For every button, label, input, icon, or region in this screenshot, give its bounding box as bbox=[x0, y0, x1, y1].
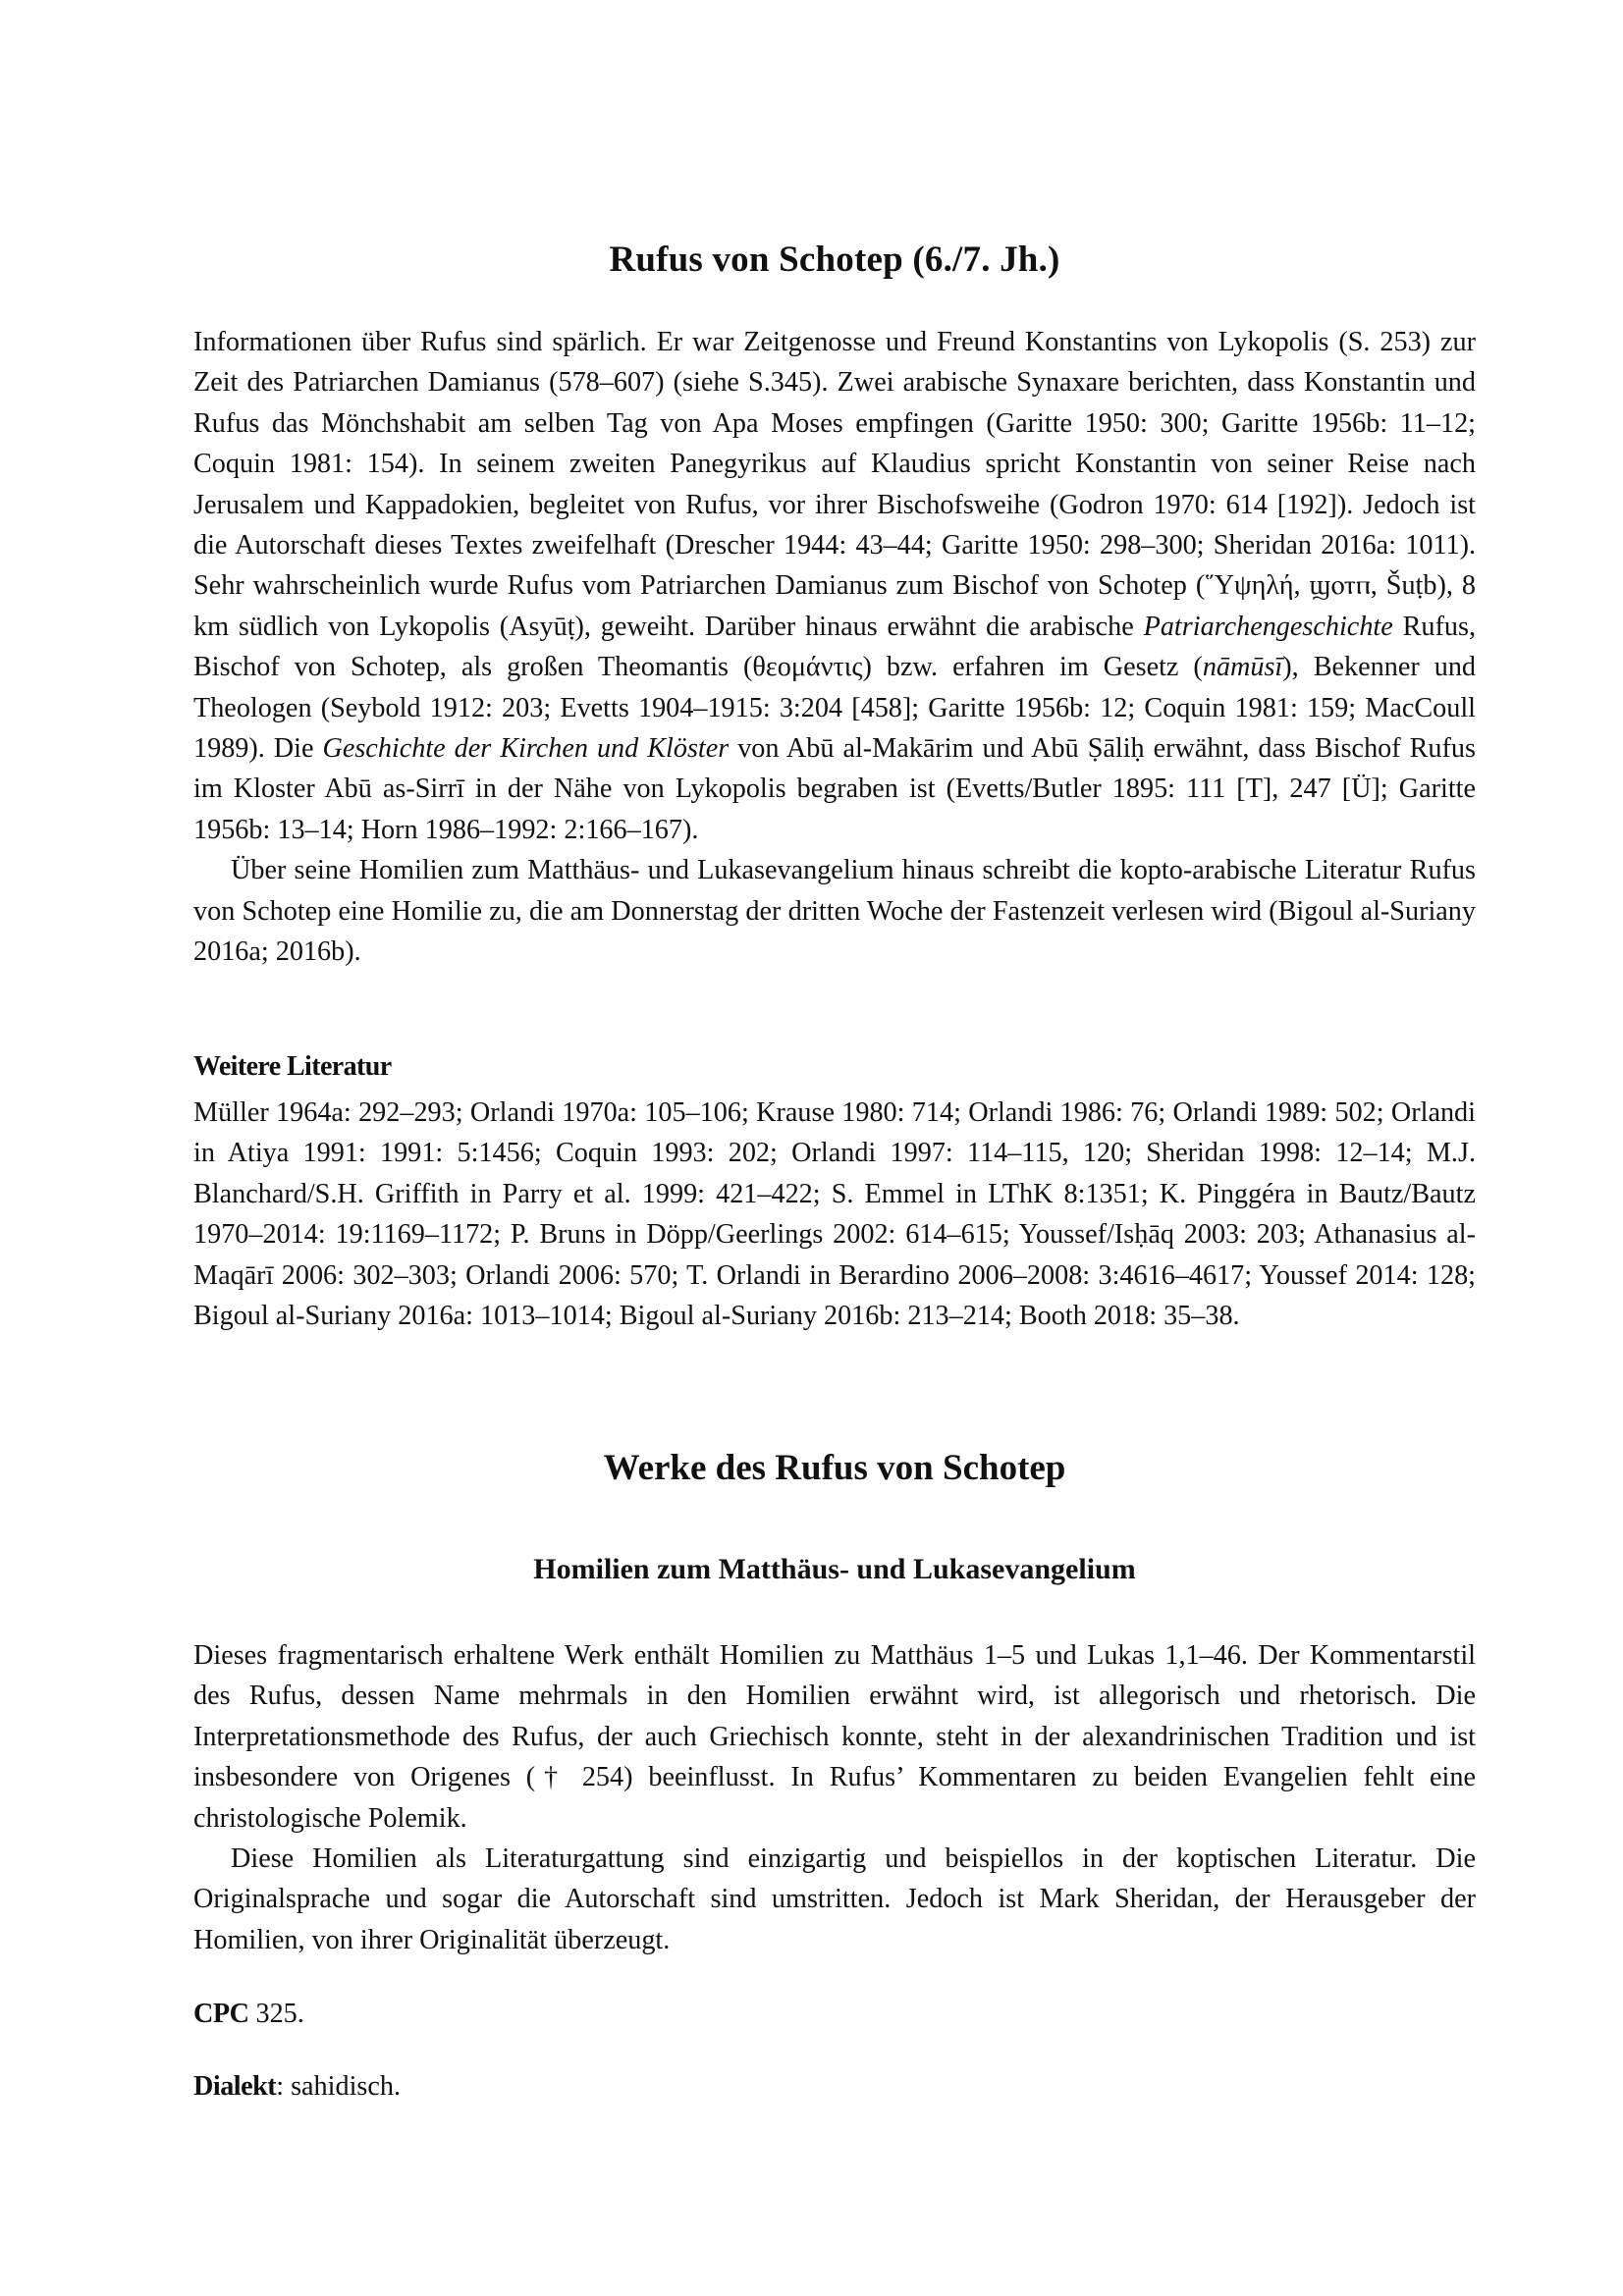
text-run: ), Bekenner und Theologen (Seybold 1912: 203; Evetts 1904–1915: 3:204 [458]; Garitte 1956b: 12; Coquin 1981: 159; MacCoull 1989). Die bbox=[193, 652, 1477, 765]
intro-paragraph-2: Über seine Homilien zum Matthäus- und Lukasevangelium hinaus schreibt die kopto-arabische Literatur Rufus von Schotep eine Homilie zu, die am Donnerstag der dritten Woche der Fastenzeit verlesen wird (Bigoul al-Suriany 2016a; 2016b). bbox=[193, 855, 1476, 968]
italic-title: Patriarchengeschichte bbox=[1143, 611, 1393, 642]
dialect-line bbox=[193, 2071, 401, 2103]
intro-paragraph-1 bbox=[193, 322, 1476, 850]
italic-title: nāmūsī bbox=[1202, 652, 1283, 683]
works-heading: Werke des Rufus von Schotep bbox=[603, 1448, 1066, 1488]
cpc-label: CPC bbox=[193, 1999, 249, 2029]
dialect-label: Dialekt bbox=[193, 2071, 277, 2102]
text-run: von Abū al-Makārim und Abū Ṣāliḥ erwähnt, dass Bischof Rufus im Kloster Abū as-Sirrī in der Nähe von Lykopolis begraben ist (Evetts/Butler 1895: 111 [T], 247 [Ü]; Garitte 1956b: 13–14; Horn 1986–1992: 2:166–167). bbox=[193, 733, 1476, 845]
works-section bbox=[193, 1635, 1476, 1960]
intro-section bbox=[193, 322, 1476, 973]
works-paragraph-1: Dieses fragmentarisch erhaltene Werk enthält Homilien zu Matthäus 1–5 und Lukas 1,1–46. Der Kommentarstil des Rufus, dessen Name mehrmals in den Homilien erwähnt wird, ist allegorisch und rhetorisch. Die Interpretationsmethode des Rufus, der auch Griechisch konnte, steht in der alexandrinischen Tradition und ist insbesondere von Origenes († 254) beeinflusst. In Rufus’ Kommentaren zu beiden Evangelien fehlt eine christologische Polemik. bbox=[193, 1640, 1476, 1834]
works-paragraph-2: Diese Homilien als Literaturgattung sind einzigartig und beispiellos in der koptischen Literatur. Die Originalsprache und sogar die Autorschaft sind umstritten. Jedoch ist Mark Sheridan, der Herausgeber der Homilien, von ihrer Originalität überzeugt. bbox=[193, 1843, 1476, 1955]
cpc-line bbox=[193, 1999, 304, 2030]
text-run: Informationen über Rufus sind spärlich. Er war Zeitgenosse und Freund Konstantins von Lykopolis (S. 253) zur Zeit des Patriarchen Damianus (578–607) (siehe S.345). Zwei arabische Synaxare berichten, dass Konstantin und Rufus das Mönchshabit am selben Tag von Apa Moses empfingen (Garitte 1950: 300; Garitte 1956b: 11–12; Coquin 1981: 154). In seinem zweiten Panegyrikus auf Klaudius spricht Konstantin von seiner Reise nach Jerusalem und Kappadokien, begleitet von Rufus, vor ihrer Bischofsweihe (Godron 1970: 614 [192]). Jedoch ist die Autorschaft dieses Textes zweifelhaft (Drescher 1944: 43–44; Garitte 1950: 298–300; Sheridan 2016a: 1011). Sehr wahrscheinlich wurde Rufus vom Patriarchen Damianus zum Bischof von Schotep (῞Υψηλή, ϣⲟⲧⲡ, Šuṭb), 8 km südlich von Lykopolis (Asyūṭ), geweiht. Darüber hinaus erwähnt die arabische bbox=[193, 327, 1476, 642]
page-title: Rufus von Schotep (6./7. Jh.) bbox=[609, 240, 1060, 280]
works-subheading: Homilien zum Matthäus- und Lukasevangelium bbox=[533, 1553, 1136, 1585]
literature-section bbox=[193, 1093, 1476, 1336]
literature-heading: Weitere Literatur bbox=[193, 1051, 392, 1082]
text-run: Rufus, Bischof von Schotep, als großen Theomantis (θεομάντις) bzw. erfahren im Gesetz ( bbox=[193, 611, 1476, 683]
cpc-value: 325. bbox=[248, 1999, 304, 2029]
italic-title: Geschichte der Kirchen und Klöster bbox=[322, 733, 730, 765]
literature-list: Müller 1964a: 292–293; Orlandi 1970a: 105–106; Krause 1980: 714; Orlandi 1986: 76; Orlandi 1989: 502; Orlandi in Atiya 1991: 1991: 5:1456; Coquin 1993: 202; Orlandi 1997: 114–115, 120; Sheridan 1998: 12–14; M.J. Blanchard/S.H. Griffith in Parry et al. 1999: 421–422; S. Emmel in LThK 8:1351; K. Pinggéra in Bautz/Bautz 1970–2014: 19:1169–1172; P. Bruns in Döpp/Geerlings 2002: 614–615; Youssef/Isḥāq 2003: 203; Athanasius al-Maqārī 2006: 302–303; Orlandi 2006: 570; T. Orlandi in Berardino 2006–2008: 3:4616–4617; Youssef 2014: 128; Bigoul al-Suriany 2016a: 1013–1014; Bigoul al-Suriany 2016b: 213–214; Booth 2018: 35–38. bbox=[193, 1097, 1476, 1332]
dialect-value: : sahidisch. bbox=[276, 2071, 402, 2102]
